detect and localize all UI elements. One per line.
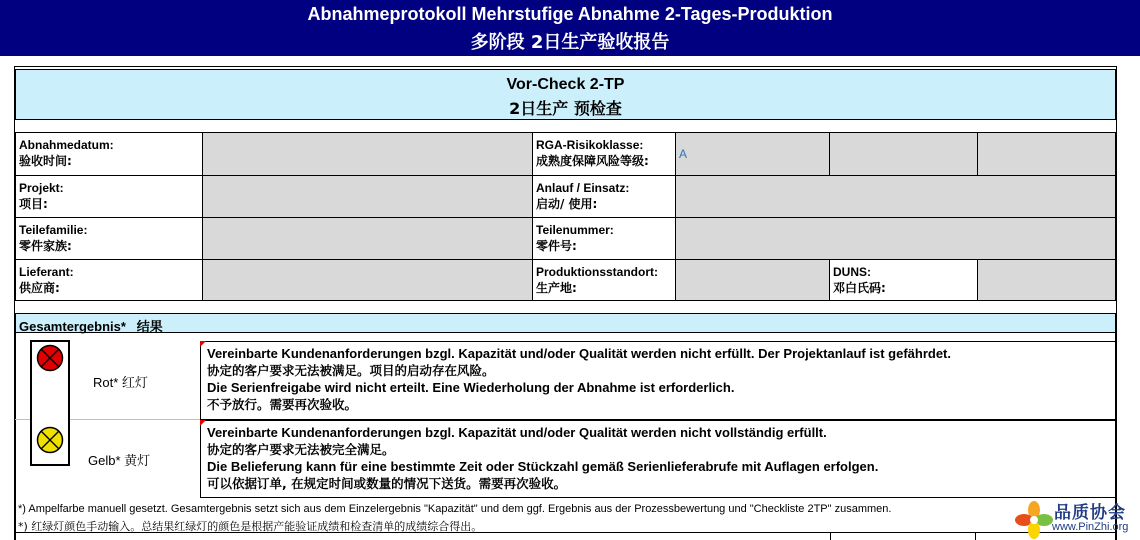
label-anlauf-zh: 启动/ 使用: <box>536 197 598 211</box>
vorcheck-title: Vor-Check 2-TP <box>506 76 625 93</box>
watermark-url: www.PinZhi.org <box>1052 521 1129 533</box>
watermark-logo <box>1012 498 1138 540</box>
label-anlauf <box>533 176 676 218</box>
bottom-cell-divider-2 <box>975 532 976 540</box>
flower-logo-icon <box>1014 500 1054 540</box>
label-projekt-de: Projekt: <box>19 181 64 195</box>
label-rga-de: RGA-Risikoklasse: <box>536 138 644 152</box>
red-label <box>93 372 148 391</box>
label-teilenummer-de: Teilenummer: <box>536 223 614 237</box>
yellow-description <box>200 420 1116 498</box>
label-abnahmedatum <box>16 133 203 176</box>
vorcheck-subtitle: 2日生产 预检查 <box>509 99 622 118</box>
red-description <box>200 341 1116 420</box>
label-lieferant <box>16 260 203 300</box>
label-teilefamilie <box>16 218 203 260</box>
report-title-zh: 多阶段 2日生产验收报告 <box>470 32 670 53</box>
bottom-divider <box>15 532 1116 533</box>
field-duns[interactable] <box>978 260 1115 300</box>
label-duns-de: DUNS: <box>833 265 871 279</box>
watermark-name: 品质协会 <box>1054 503 1126 523</box>
info-grid <box>15 132 1116 301</box>
label-standort-zh: 生产地: <box>536 281 577 295</box>
label-lieferant-zh: 供应商: <box>19 281 60 295</box>
field-teilenummer[interactable] <box>676 218 1115 260</box>
yellow-desc-line1: Vereinbarte Kundenanforderungen bzgl. Kapazität und/oder Qualität werden nicht vollständig erfüllt. <box>207 425 827 440</box>
yellow-label <box>88 450 150 469</box>
label-rga-zh: 成熟度保障风险等级: <box>536 154 649 168</box>
field-lieferant[interactable] <box>203 260 533 300</box>
footnote-zh: *) 红绿灯颜色手动输入。总结果红绿灯的颜色是根据产能验证成绩和检查清单的成绩综合得出。 <box>18 520 483 533</box>
label-rga <box>533 133 676 176</box>
field-rga[interactable] <box>676 133 830 176</box>
red-desc-line4: 不予放行。需要再次验收。 <box>207 397 358 412</box>
label-teilenummer <box>533 218 676 260</box>
label-teilefamilie-zh: 零件家族: <box>19 239 72 253</box>
rga-value: A <box>679 147 688 161</box>
red-desc-line1: Vereinbarte Kundenanforderungen bzgl. Kapazität und/oder Qualität werden nicht erfüllt. Der Projektanlauf ist gefährdet. <box>207 346 951 361</box>
red-desc-line3: Die Serienfreigabe wird nicht erteilt. Eine Wiederholung der Abnahme ist erforderlich. <box>207 380 735 395</box>
report-header <box>0 0 1140 56</box>
field-teilefamilie[interactable] <box>203 218 533 260</box>
yellow-desc-line4: 可以依据订单, 在规定时间或数量的情况下送货。需要再次验收。 <box>207 476 567 491</box>
label-abnahmedatum-de: Abnahmedatum: <box>19 138 114 152</box>
comment-marker-icon <box>200 420 206 426</box>
yellow-label-zh: 黄灯 <box>124 454 151 469</box>
red-label-de: Rot* <box>93 375 119 390</box>
label-lieferant-de: Lieferant: <box>19 265 74 279</box>
label-duns-zh: 邓白氏码: <box>833 281 886 295</box>
field-rga-2[interactable] <box>830 133 978 176</box>
vorcheck-banner <box>15 69 1116 120</box>
label-anlauf-de: Anlauf / Einsatz: <box>536 181 630 195</box>
yellow-desc-line3: Die Belieferung kann für eine bestimmte Zeit oder Stückzahl gemäß Serienlieferabrufe mit Auflagen erfolgen. <box>207 459 879 474</box>
red-lamp-icon <box>36 344 64 372</box>
field-abnahmedatum[interactable] <box>203 133 533 176</box>
gesamtergebnis-header <box>15 313 1116 333</box>
label-projekt <box>16 176 203 218</box>
field-standort[interactable] <box>676 260 830 300</box>
comment-marker-icon <box>200 341 206 347</box>
gesamtergebnis-title-zh: 结果 <box>136 320 163 335</box>
field-anlauf[interactable] <box>676 176 1115 218</box>
field-projekt[interactable] <box>203 176 533 218</box>
report-title-de: Abnahmeprotokoll Mehrstufige Abnahme 2-Tages-Produktion <box>307 4 833 24</box>
yellow-desc-line2: 协定的客户要求无法被完全满足。 <box>207 442 395 457</box>
label-teilenummer-zh: 零件号: <box>536 239 577 253</box>
label-teilefamilie-de: Teilefamilie: <box>19 223 88 237</box>
label-projekt-zh: 项目: <box>19 197 48 211</box>
footnote-de: *) Ampelfarbe manuell gesetzt. Gesamtergebnis setzt sich aus dem Einzelergebnis "Kapazität" und dem ggf. Ergebnis aus der Prozessbewertung und "Checkliste 2TP" zusammen. <box>18 503 892 515</box>
bottom-cell-divider <box>830 532 831 540</box>
label-standort <box>533 260 676 300</box>
yellow-label-de: Gelb* <box>88 453 121 468</box>
label-standort-de: Produktionsstandort: <box>536 265 658 279</box>
red-label-zh: 红灯 <box>121 376 148 391</box>
label-duns <box>830 260 978 300</box>
yellow-lamp-icon <box>36 426 64 454</box>
traffic-light[interactable] <box>30 340 70 466</box>
label-abnahmedatum-zh: 验收时间: <box>19 154 72 168</box>
red-desc-line2: 协定的客户要求无法被满足。项目的启动存在风险。 <box>207 363 495 378</box>
field-rga-3[interactable] <box>978 133 1115 176</box>
gesamtergebnis-title-de: Gesamtergebnis* <box>19 319 126 334</box>
